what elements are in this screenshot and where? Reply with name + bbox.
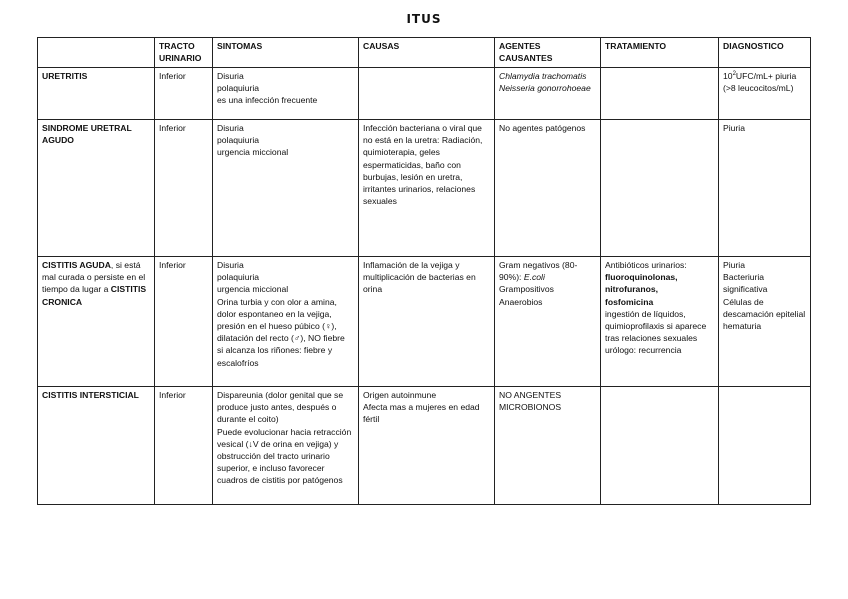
tratamiento-cell [601,120,719,257]
tratamiento-cell [601,387,719,505]
condition-name: CISTITIS INTERSTICIAL [42,390,139,400]
sintomas-cell [213,120,359,257]
symptom-line: Puede evolucionar hacia retracción vesical (↓V de orina en vejiga) y obstrucción del tracto urinario superior, e incluso favorecer cuadros de cistitis por patógenos [217,426,352,486]
agent-line: Anaerobios [499,296,543,307]
table-row [38,120,811,257]
treatment-line: Antibióticos urinarios: [605,260,687,270]
header-agentes: AGENTES CAUSANTES [495,38,601,68]
document-title: ITUS [406,12,442,26]
diag-rest: UFC/mL+ piuria (>8 leucocitos/mL) [723,71,797,94]
symptom-line: polaquiuria [217,83,260,94]
agentes-cell: No agentes patógenos [495,120,601,257]
sintomas-cell [213,257,359,387]
table-row [38,387,811,505]
condition-note: , si está mal curada o persiste en el tiempo da lugar a [42,260,146,295]
symptom-line: Orina turbia y con olor a amina, dolor espontaneo en la vejiga, presión en el hueso púbico (♀), dilatación del recto (♂), NO fiebre [217,296,345,344]
causas-cell [359,68,495,120]
treatment-drug: fluoroquinolonas, [605,272,678,283]
treatment-drug: fosfomicina [605,296,654,307]
tratamiento-cell [601,257,719,387]
header-causas: CAUSAS [359,38,495,68]
agent-line: Neisseria gonorrohoeae [499,83,591,94]
diag-base: 10 [723,71,733,81]
sintomas-cell [213,387,359,505]
diagnostico-cell: Piuria [719,120,811,257]
cause-line: Origen autoinmune [363,390,437,400]
condition-name: URETRITIS [42,71,88,81]
symptom-line: polaquiuria [217,272,260,283]
symptom-line: polaquiuria [217,135,260,146]
diag-exponent: 2 [732,71,736,78]
agent-ecoli: E.coli [523,272,545,283]
symptom-line: Disuria [217,123,244,133]
condition-name-cell [38,387,155,505]
symptom-line: Disuria [217,71,244,81]
symptom-line: Dispareunia (dolor genital que se produce justo antes, después o durante el coito) [217,390,344,425]
diag-line: hematuria [723,321,762,332]
header-tratamiento: TRATAMIENTO [601,38,719,68]
symptom-line: urgencia miccional [217,147,289,158]
header-cell-empty [38,38,155,68]
condition-name-cell [38,120,155,257]
condition-name: CISTITIS AGUDA [42,260,111,270]
causas-cell: Infección bacteriana o viral que no está en la uretra: Radiación, quimioterapia, geles espermaticidas, baño con burbujas, lesión en uretra, irritantes urinarios, relaciones sexuales [359,120,495,257]
diag-line: Bacteriuria significativa [723,272,768,295]
symptom-line: urgencia miccional [217,284,289,295]
condition-name-cell [38,68,155,120]
condition-name-secondary: CISTITIS CRONICA [42,284,147,307]
tracto-cell: Inferior [155,120,213,257]
tracto-cell: Inferior [155,387,213,505]
symptom-line: si alcanza los riñones: fiebre y escalofríos [217,345,333,368]
header-diagnostico: DIAGNOSTICO [719,38,811,68]
diag-line: Piuria [723,260,745,270]
symptom-line: es una infección frecuente [217,95,318,106]
treatment-drug: nitrofuranos, [605,284,658,295]
tratamiento-cell [601,68,719,120]
itus-table [37,37,811,505]
treatment-line: urólogo: recurrencia [605,345,682,356]
diagnostico-cell [719,68,811,120]
condition-name-cell [38,257,155,387]
table-row [38,68,811,120]
cause-line: Afecta mas a mujeres en edad fértil [363,402,480,425]
header-row [38,38,811,68]
symptom-line: Disuria [217,260,244,270]
sintomas-cell [213,68,359,120]
agentes-cell: NO ANGENTES MICROBIONOS [495,387,601,505]
treatment-line: ingestión de líquidos, quimioprofilaxis si aparece tras relaciones sexuales [605,308,707,344]
causas-cell [359,387,495,505]
agentes-cell [495,257,601,387]
diagnostico-cell [719,257,811,387]
tracto-cell: Inferior [155,68,213,120]
agent-line: Grampositivos [499,284,554,295]
agent-line: Gram negativos (80-90%): [499,260,578,283]
condition-name: SINDROME URETRAL AGUDO [42,123,132,146]
header-tracto: TRACTO URINARIO [155,38,213,68]
diag-line: Células de descamación epitelial [723,296,806,319]
agent-line: Chlamydia trachomatis [499,71,587,81]
diagnostico-cell [719,387,811,505]
causas-cell: Inflamación de la vejiga y multiplicación de bacterias en orina [359,257,495,387]
tracto-cell: Inferior [155,257,213,387]
table-row [38,257,811,387]
header-sintomas: SINTOMAS [213,38,359,68]
agentes-cell [495,68,601,120]
